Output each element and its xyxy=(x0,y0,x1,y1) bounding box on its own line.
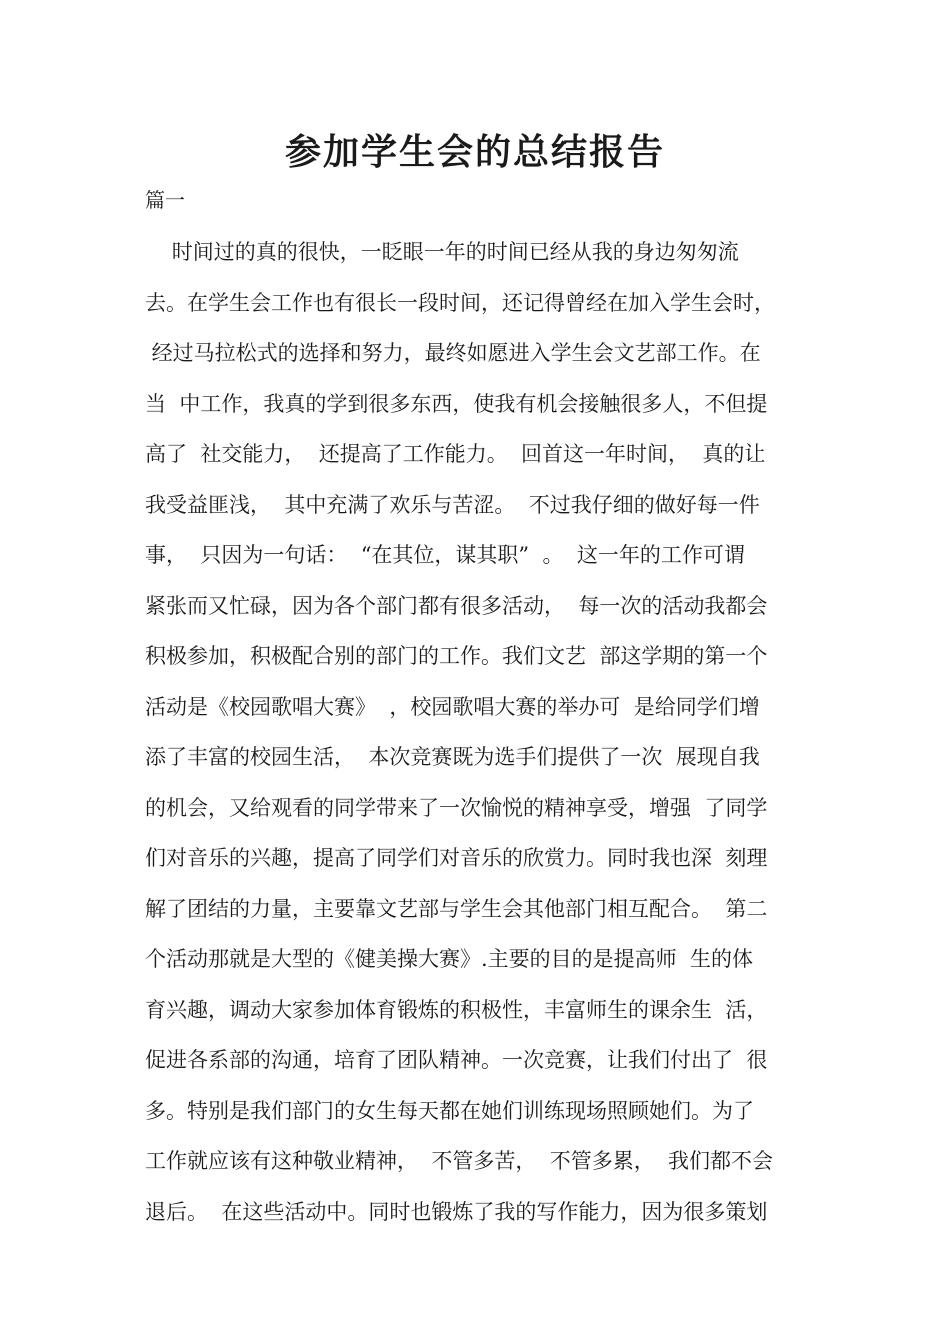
body-line: 紧张而又忙碌，因为各个部门都有很多活动， 每一次的活动我都会 xyxy=(145,593,768,618)
body-line: 育兴趣，调动大家参加体育锻炼的积极性，丰富师生的课余生 活， xyxy=(145,997,768,1022)
document-title: 参加学生会的总结报告 xyxy=(284,132,665,173)
body-line: 时间过的真的很快，一眨眼一年的时间已经从我的身边匆匆流 xyxy=(145,240,739,264)
body-line: 去。在学生会工作也有很长一段时间，还记得曾经在加入学生会时， xyxy=(145,290,775,315)
body-line: 促进各系部的沟通，培育了团队精神。一次竞赛，让我们付出了 很 xyxy=(145,1048,768,1072)
body-line: 工作就应该有这种敬业精神， 不管多苦， 不管多累， 我们都不会 xyxy=(145,1149,774,1173)
body-text xyxy=(145,230,825,1240)
body-line: 的机会，又给观看的同学带来了一次愉悦的精神享受，增强 了同学 xyxy=(145,795,768,820)
body-line: 我受益匪浅， 其中充满了欢乐与苦涩。 不过我仔细的做好每一件 xyxy=(145,492,760,517)
body-line: 们对音乐的兴趣，提高了同学们对音乐的欣赏力。同时我也深 刻理 xyxy=(145,846,768,870)
body-line: 添了丰富的校园生活， 本次竞赛既为选手们提供了一次 展现自我 xyxy=(145,745,760,769)
body-line: 经过马拉松式的选择和努力，最终如愿进入学生会文艺部工作。在 xyxy=(145,341,761,365)
section-heading: 篇一 xyxy=(145,188,185,212)
body-line: 退后。 在这些活动中。同时也锻炼了我的写作能力，因为很多策划 xyxy=(145,1199,768,1224)
body-line: 解了团结的力量，主要靠文艺部与学生会其他部门相互配合。 第二 xyxy=(145,896,768,921)
body-line: 高了 社交能力， 还提高了工作能力。 回首这一年时间， 真的让 xyxy=(145,442,766,466)
body-line: 活动是《校园歌唱大赛》 ，校园歌唱大赛的举办可 是给同学们增 xyxy=(145,694,760,719)
body-line: 积极参加，积极配合别的部门的工作。我们文艺 部这学期的第一个 xyxy=(145,644,768,668)
body-line: 个活动那就是大型的《健美操大赛》.主要的目的是提高师 生的体 xyxy=(145,947,754,971)
body-line: 当 中工作，我真的学到很多东西，使我有机会接触很多人，不但提 xyxy=(145,391,768,416)
body-line: 多。特别是我们部门的女生每天都在她们训练现场照顾她们。为了 xyxy=(145,1098,754,1123)
body-line: 事， 只因为一句话： “在其位，谋其职” 。 这一年的工作可谓 xyxy=(145,543,745,567)
